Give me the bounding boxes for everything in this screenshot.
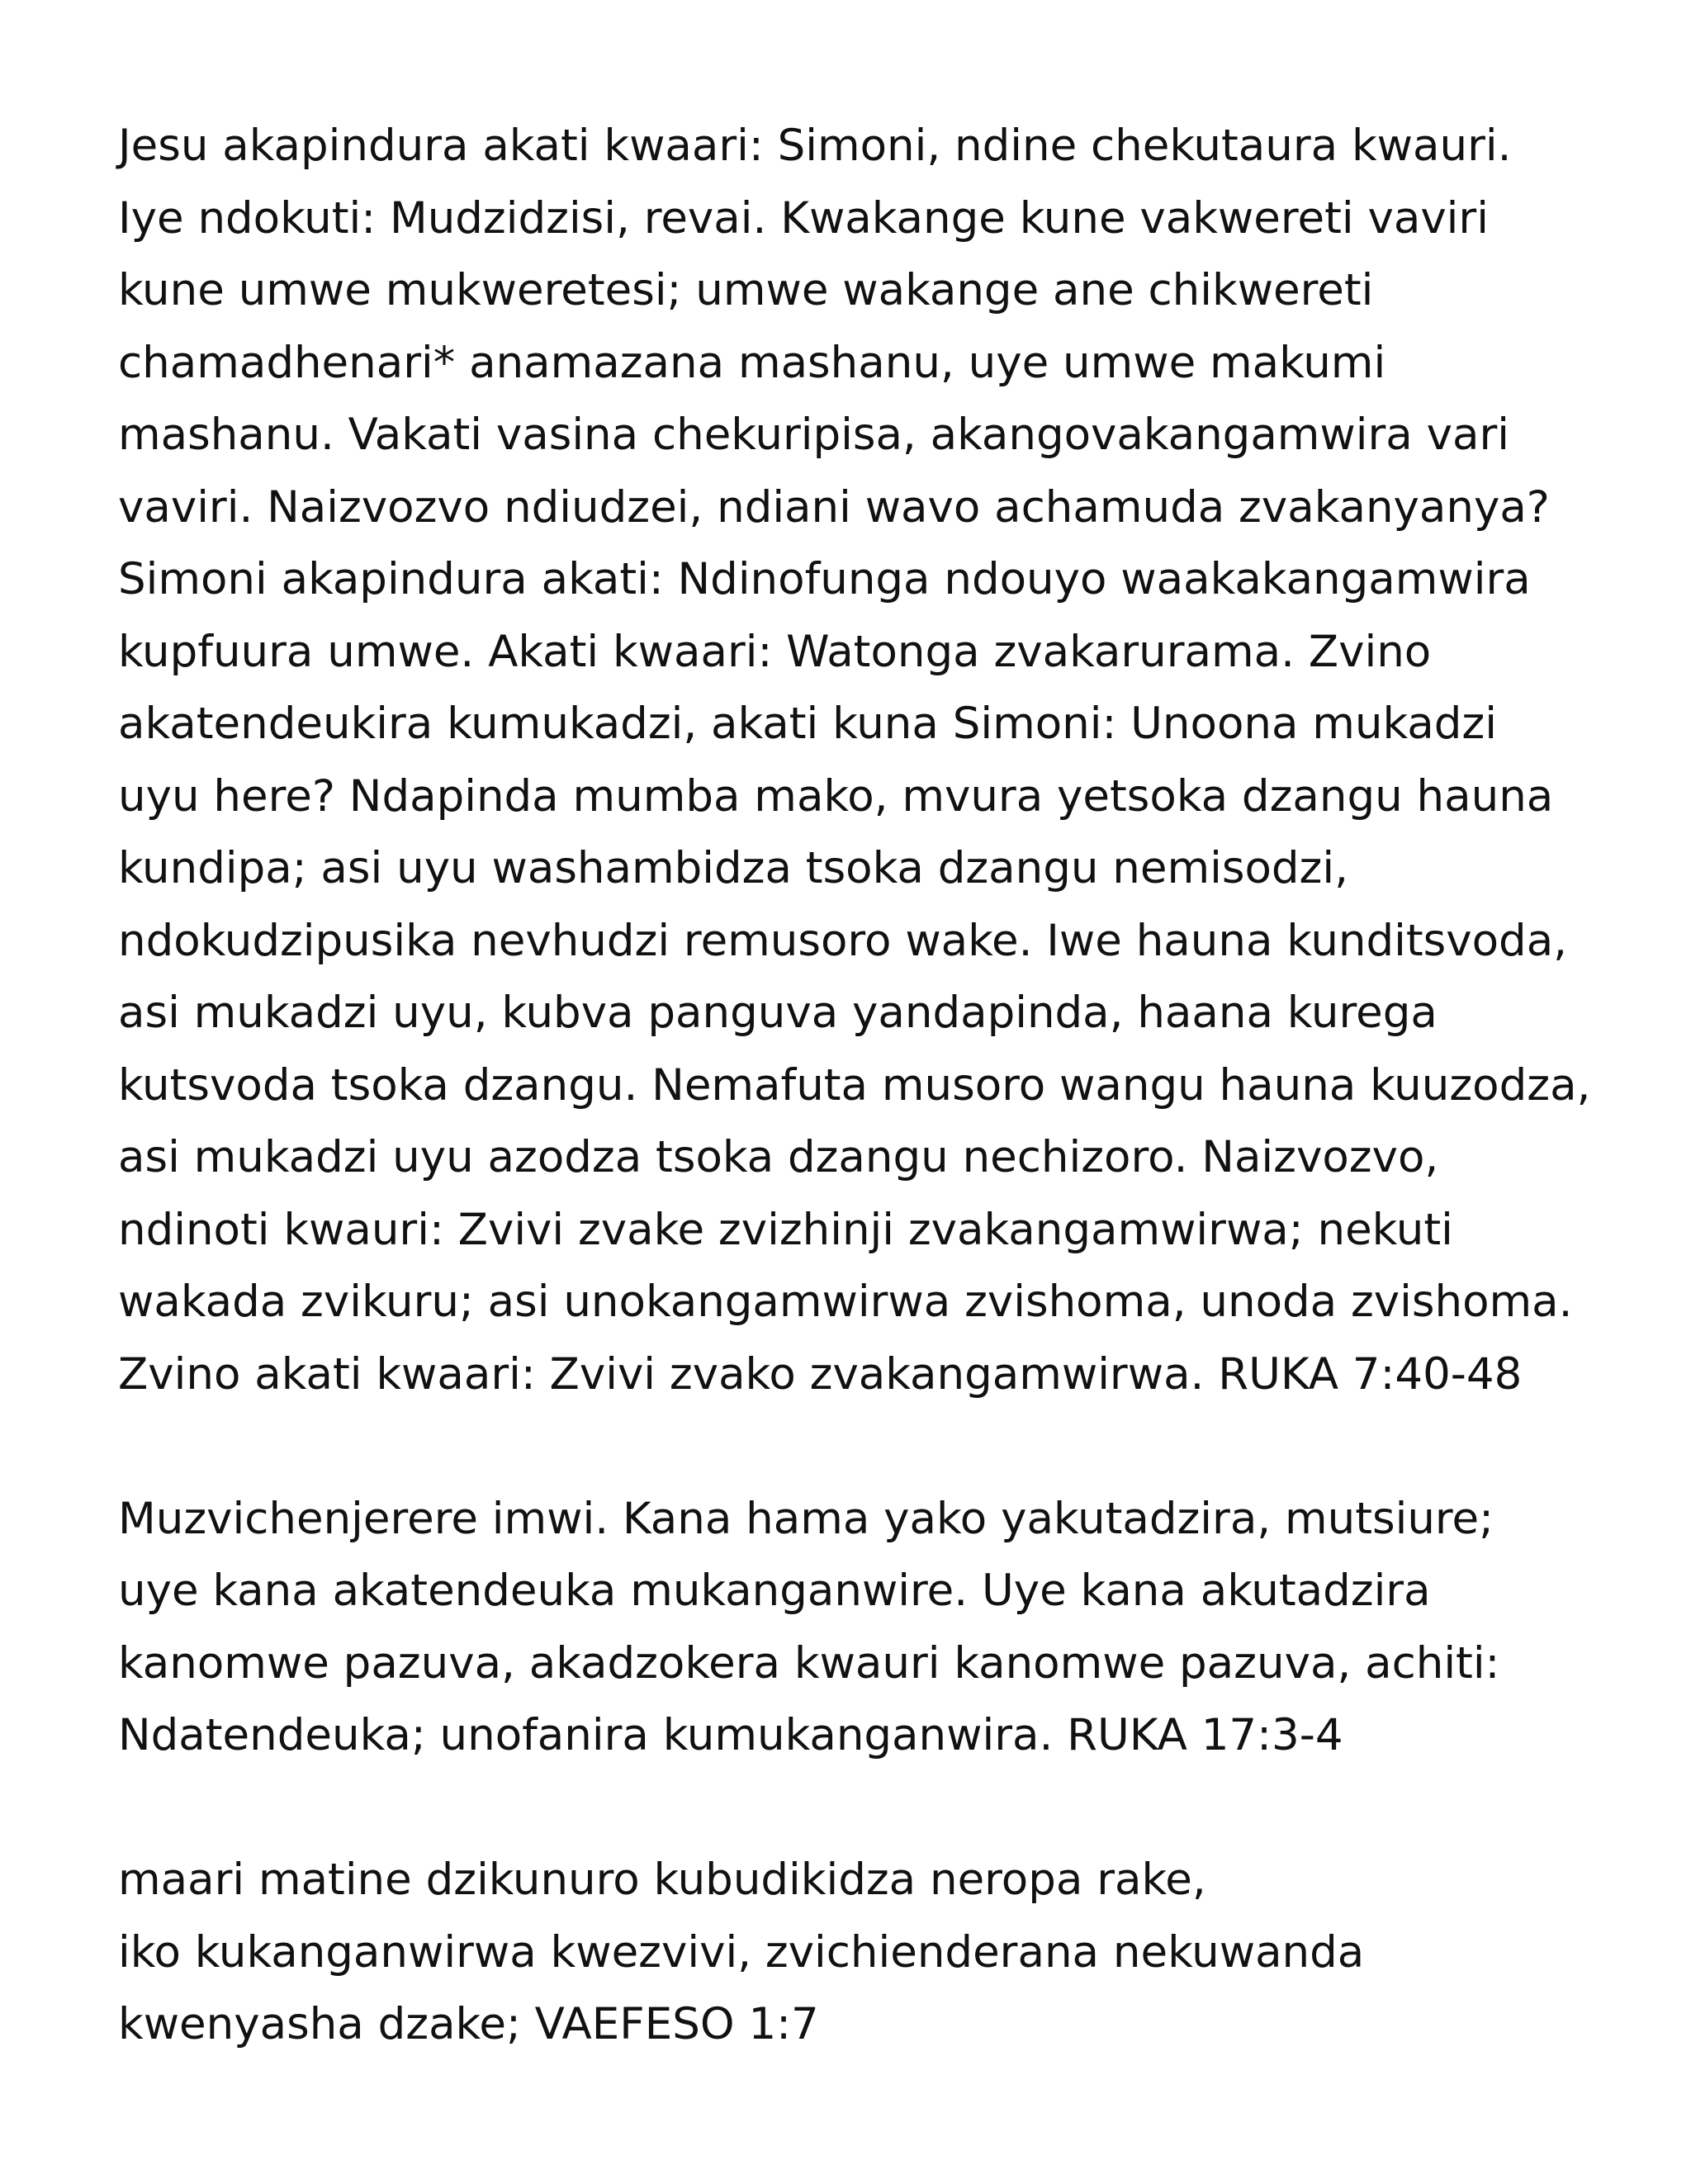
text-line: kundipa; asi uyu washambidza tsoka dzangu nemisodzi,: [118, 843, 1348, 893]
passage-vaefeso-1-7: [118, 1844, 1670, 2061]
text-line: iko kukanganwirwa kwezvivi, zvichienderana nekuwanda: [118, 1926, 1365, 1978]
text-line: kutsvoda tsoka dzangu. Nemafuta musoro wangu hauna kuuzodza,: [118, 1059, 1591, 1111]
text-line: kupfuura umwe. Akati kwaari: Watonga zvakarurama. Zvino: [118, 626, 1432, 677]
text-line: kanomwe pazuva, akadzokera kwauri kanomwe pazuva, achiti:: [118, 1637, 1500, 1689]
text-line: ndokudzipusika nevhudzi remusoro wake. Iwe hauna kunditsvoda,: [118, 915, 1568, 966]
text-line: Zvino akati kwaari: Zvivi zvako zvakangamwirwa. RUKA 7:40-48: [118, 1348, 1523, 1400]
passage-ruka-7-40-48: [118, 110, 1670, 1410]
passage-ruka-17-3-4: [118, 1483, 1670, 1772]
text-line: Simoni akapindura akati: Ndinofunga ndouyo waakakangamwira: [118, 554, 1531, 604]
text-line: Ndatendeuka; unofanira kumukanganwira. RUKA 17:3-4: [118, 1710, 1343, 1760]
text-line: chamadhenari* anamazana mashanu, uye umwe makumi: [118, 337, 1386, 388]
text-line: uye kana akatendeuka mukanganwire. Uye kana akutadzira: [118, 1566, 1431, 1616]
text-line: mashanu. Vakati vasina chekuripisa, akangovakangamwira vari: [118, 410, 1509, 460]
text-line: kune umwe mukweretesi; umwe wakange ane chikwereti: [118, 265, 1374, 315]
text-line: asi mukadzi uyu, kubva panguva yandapinda, haana kurega: [118, 988, 1438, 1038]
text-line: ndinoti kwauri: Zvivi zvake zvizhinji zvakangamwirwa; nekuti: [118, 1204, 1453, 1255]
text-line: akatendeukira kumukadzi, akati kuna Simoni: Unoona mukadzi: [118, 699, 1497, 749]
text-line: Muzvichenjerere imwi. Kana hama yako yakutadzira, mutsiure;: [118, 1493, 1494, 1544]
text-line: Iye ndokuti: Mudzidzisi, revai. Kwakange kune vakwereti vaviri: [118, 192, 1489, 244]
text-line: uyu here? Ndapinda mumba mako, mvura yetsoka dzangu hauna: [118, 770, 1554, 822]
text-line: Jesu akapindura akati kwaari: Simoni, ndine chekutaura kwauri.: [118, 121, 1512, 171]
text-line: vaviri. Naizvozvo ndiudzei, ndiani wavo achamuda zvakanyanya?: [118, 481, 1550, 533]
text-line: maari matine dzikunuro kubudikidza neropa rake,: [118, 1855, 1206, 1905]
text-line: asi mukadzi uyu azodza tsoka dzangu nechizoro. Naizvozvo,: [118, 1132, 1439, 1182]
document-page: [118, 110, 1670, 2061]
text-line: kwenyasha dzake; VAEFESO 1:7: [118, 1999, 819, 2049]
text-line: wakada zvikuru; asi unokangamwirwa zvishoma, unoda zvishoma.: [118, 1277, 1573, 1327]
